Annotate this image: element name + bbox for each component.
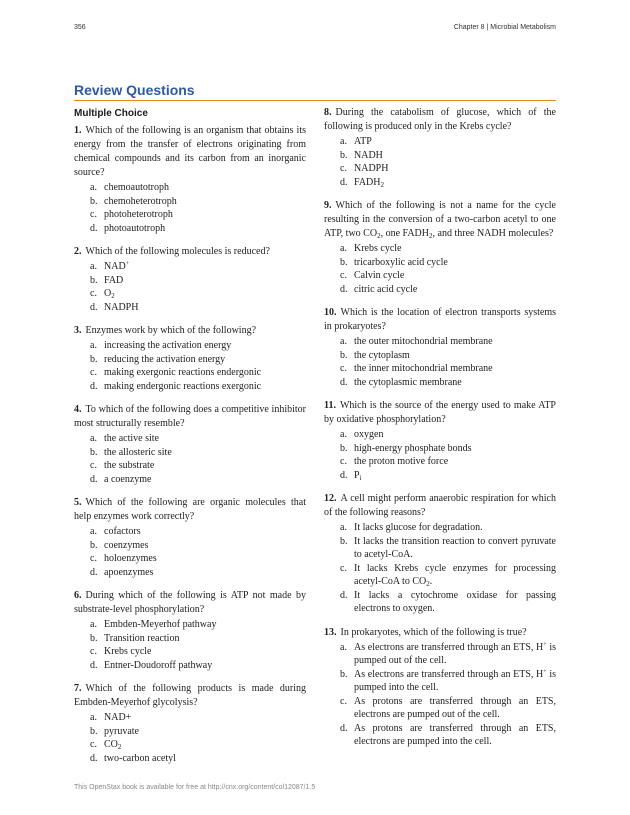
answer-options <box>74 711 306 765</box>
answer-option <box>324 535 556 562</box>
question-1 <box>74 124 306 235</box>
answer-option <box>324 589 556 616</box>
option-text: two-carbon acetyl <box>104 752 176 764</box>
question-text: A cell might perform anaerobic respiration for which of the following reasons? <box>324 493 556 518</box>
answer-option <box>74 738 306 752</box>
question-text: Which of the following is not a name for the cycle resulting in the conversion of a two-carbon acetyl to one ATP, two $CO_2$, one $FADH_2$, and three NADH molecules? <box>324 200 556 240</box>
option-text: NADH <box>354 149 383 161</box>
option-letter: a. <box>90 433 97 444</box>
option-letter: d. <box>90 380 98 392</box>
option-letter: d. <box>340 722 348 734</box>
question-10 <box>324 306 556 389</box>
question-12 <box>324 492 556 616</box>
option-text: Transition reaction <box>104 632 180 644</box>
option-letter: c. <box>90 209 97 220</box>
option-letter: a. <box>90 712 97 723</box>
answer-option <box>324 469 556 483</box>
option-letter: c. <box>340 363 347 374</box>
answer-option <box>324 362 556 376</box>
answer-option <box>74 725 306 739</box>
question-text: Which is the location of electron transports systems in prokaryotes? <box>324 307 556 332</box>
option-text: Krebs cycle <box>354 243 402 254</box>
answer-option <box>74 195 306 209</box>
option-text: $CO_2$ <box>104 739 122 751</box>
question-stem <box>74 324 306 338</box>
option-text: As electrons are transferred through an ETS, H+ is pumped into the cell. <box>354 668 556 693</box>
option-text: As protons are transferred through an ETS, electrons are pumped into the cell. <box>354 722 556 747</box>
option-text: It lacks the transition reaction to convert pyruvate to acetyl-CoA. <box>354 535 556 560</box>
option-letter: d. <box>90 473 98 485</box>
option-text: $P_i$ <box>354 469 362 482</box>
option-text: making exergonic reactions endergonic <box>104 367 262 378</box>
option-text: NAD+ <box>104 261 130 272</box>
option-letter: b. <box>90 539 98 551</box>
option-text: coenzymes <box>104 539 149 551</box>
answer-option <box>324 562 556 589</box>
option-text: As electrons are transferred through an ETS, H+ is pumped out of the cell. <box>354 641 556 666</box>
answer-option <box>74 659 306 673</box>
answer-options <box>324 335 556 389</box>
answer-option <box>74 366 306 380</box>
option-letter: d. <box>340 589 348 601</box>
question-11 <box>324 399 556 482</box>
answer-option <box>324 135 556 149</box>
question-text: Which of the following products is made during Embden-Meyerhof glycolysis? <box>74 683 306 708</box>
option-letter: b. <box>90 195 98 207</box>
option-letter: a. <box>90 526 97 537</box>
option-text: photoautotroph <box>104 222 166 234</box>
option-text: chemoautotroph <box>104 182 169 193</box>
option-text: the proton motive force <box>354 456 449 467</box>
answer-option <box>74 525 306 539</box>
answer-option <box>74 459 306 473</box>
answer-option <box>74 446 306 460</box>
answer-option <box>324 269 556 283</box>
page-number: 356 <box>74 24 86 31</box>
option-letter: d. <box>340 376 348 388</box>
option-text: It lacks Krebs cycle enzymes for processing acetyl-CoA to $CO_2$. <box>354 562 556 588</box>
option-letter: b. <box>340 256 348 268</box>
answer-options <box>74 260 306 314</box>
question-number: 4. <box>74 404 82 415</box>
answer-option <box>74 380 306 394</box>
answer-option <box>324 695 556 722</box>
answer-option <box>324 641 556 668</box>
subsection-title: Multiple Choice <box>74 108 148 119</box>
question-list-right <box>324 106 556 749</box>
option-letter: a. <box>90 182 97 193</box>
option-text: NADPH <box>104 301 139 313</box>
answer-option <box>324 335 556 349</box>
option-text: the inner mitochondrial membrane <box>354 363 493 374</box>
question-stem <box>324 306 556 334</box>
option-letter: a. <box>90 261 97 272</box>
answer-option <box>74 353 306 367</box>
question-text: Which of the following molecules is reduced? <box>85 246 270 257</box>
answer-option <box>324 149 556 163</box>
option-letter: a. <box>340 336 347 347</box>
option-letter: d. <box>90 659 98 671</box>
answer-option <box>324 722 556 749</box>
question-5 <box>74 496 306 579</box>
question-number: 3. <box>74 325 82 336</box>
answer-option <box>74 222 306 236</box>
option-letter: b. <box>90 353 98 365</box>
question-stem <box>74 403 306 431</box>
question-stem <box>324 399 556 427</box>
option-letter: c. <box>340 163 347 174</box>
answer-options <box>74 618 306 672</box>
question-stem <box>74 496 306 524</box>
question-stem <box>324 106 556 134</box>
answer-options <box>74 525 306 579</box>
option-text: oxygen <box>354 429 384 440</box>
option-letter: c. <box>340 562 347 574</box>
option-text: a coenzyme <box>104 473 152 485</box>
question-text: Which is the source of the energy used to make ATP by oxidative phosphorylation? <box>324 400 556 425</box>
option-letter: c. <box>90 553 97 564</box>
option-letter: b. <box>90 725 98 737</box>
option-letter: c. <box>90 367 97 378</box>
option-text: NADPH <box>354 163 389 174</box>
option-text: the substrate <box>104 460 155 471</box>
answer-option <box>74 552 306 566</box>
answer-options <box>324 521 556 616</box>
option-text: $FADH_2$ <box>354 176 384 189</box>
option-letter: c. <box>90 288 97 299</box>
question-number: 13. <box>324 626 337 638</box>
answer-option <box>74 181 306 195</box>
answer-option <box>324 455 556 469</box>
option-letter: c. <box>340 270 347 281</box>
option-text: Embden-Meyerhof pathway <box>104 619 217 630</box>
answer-option <box>324 668 556 695</box>
option-letter: b. <box>340 349 348 361</box>
right-column <box>324 106 556 759</box>
option-text: tricarboxylic acid cycle <box>354 256 448 268</box>
option-text: Krebs cycle <box>104 646 152 657</box>
question-number: 10. <box>324 307 337 318</box>
answer-option <box>74 711 306 725</box>
question-number: 11. <box>324 400 336 411</box>
option-text: $O_2$ <box>104 288 115 300</box>
question-4 <box>74 403 306 486</box>
answer-options <box>74 432 306 486</box>
option-text: making endergonic reactions exergonic <box>104 380 262 392</box>
option-letter: c. <box>340 456 347 467</box>
option-letter: a. <box>90 340 97 351</box>
option-text: It lacks glucose for degradation. <box>354 522 483 533</box>
answer-option <box>74 632 306 646</box>
option-text: the cytoplasm <box>354 349 410 361</box>
answer-options <box>324 242 556 296</box>
option-letter: a. <box>340 429 347 440</box>
option-letter: b. <box>340 149 348 161</box>
answer-option <box>324 176 556 190</box>
option-letter: d. <box>90 752 98 764</box>
question-stem <box>324 199 556 241</box>
option-text: the cytoplasmic membrane <box>354 376 462 388</box>
option-letter: d. <box>340 176 348 188</box>
question-list-left <box>74 124 306 765</box>
answer-option <box>74 339 306 353</box>
question-stem <box>74 124 306 180</box>
answer-option <box>74 566 306 580</box>
option-text: photoheterotroph <box>104 209 173 220</box>
option-text: increasing the activation energy <box>104 340 232 351</box>
question-text: Which of the following are organic molecules that help enzymes work correctly? <box>74 497 306 522</box>
question-number: 2. <box>74 246 82 257</box>
question-13 <box>324 626 556 749</box>
option-text: ATP <box>354 136 372 147</box>
answer-option <box>324 162 556 176</box>
option-letter: d. <box>90 566 98 578</box>
option-letter: d. <box>340 283 348 295</box>
left-column <box>74 106 306 775</box>
answer-option <box>74 752 306 766</box>
answer-option <box>74 260 306 274</box>
option-letter: b. <box>90 446 98 458</box>
answer-option <box>324 256 556 270</box>
option-text: NAD+ <box>104 712 132 723</box>
option-letter: d. <box>90 222 98 234</box>
answer-option <box>74 287 306 301</box>
answer-option <box>324 376 556 390</box>
option-letter: d. <box>90 301 98 313</box>
answer-option <box>324 521 556 535</box>
answer-option <box>74 473 306 487</box>
question-stem <box>74 682 306 710</box>
answer-options <box>74 181 306 235</box>
answer-options <box>74 339 306 393</box>
option-text: It lacks a cytochrome oxidase for passing electrons to oxygen. <box>354 589 556 614</box>
answer-option <box>74 539 306 553</box>
option-text: Entner-Doudoroff pathway <box>104 659 213 671</box>
answer-option <box>324 428 556 442</box>
option-letter: b. <box>90 274 98 286</box>
option-letter: d. <box>340 469 348 481</box>
question-text: In prokaryotes, which of the following is true? <box>340 626 527 638</box>
answer-option <box>74 618 306 632</box>
option-letter: c. <box>90 646 97 657</box>
question-stem <box>324 626 556 640</box>
answer-options <box>324 135 556 189</box>
question-number: 7. <box>74 683 82 694</box>
option-letter: a. <box>340 641 347 653</box>
question-number: 5. <box>74 497 82 508</box>
question-text: During which of the following is ATP not made by substrate-level phosphorylation? <box>74 590 306 615</box>
option-text: apoenzymes <box>104 566 154 578</box>
option-letter: c. <box>340 695 347 707</box>
question-number: 12. <box>324 493 337 504</box>
option-text: the allosteric site <box>104 446 172 458</box>
option-letter: b. <box>340 668 348 680</box>
option-text: citric acid cycle <box>354 283 418 295</box>
page-footer: This OpenStax book is available for free at http://cnx.org/content/col12087/1.5 <box>74 784 316 791</box>
option-text: FAD <box>104 274 124 286</box>
option-text: pyruvate <box>104 725 139 737</box>
question-number: 9. <box>324 200 332 211</box>
answer-option <box>74 645 306 659</box>
question-stem <box>74 245 306 259</box>
question-2 <box>74 245 306 314</box>
option-text: the active site <box>104 433 159 444</box>
option-text: reducing the activation energy <box>104 353 226 365</box>
option-text: high-energy phosphate bonds <box>354 442 472 454</box>
answer-option <box>324 349 556 363</box>
question-stem <box>74 589 306 617</box>
option-letter: a. <box>340 243 347 254</box>
answer-option <box>74 274 306 288</box>
option-letter: a. <box>340 136 347 147</box>
answer-option <box>324 283 556 297</box>
option-letter: b. <box>340 442 348 454</box>
answer-option <box>74 208 306 222</box>
question-text: To which of the following does a competitive inhibitor most structurally resemble? <box>74 404 306 429</box>
question-3 <box>74 324 306 393</box>
question-text: Which of the following is an organism that obtains its energy from the transfer of electrons originating from chemical compounds and its carbon from an inorganic source? <box>74 125 306 178</box>
option-text: holoenzymes <box>104 553 157 564</box>
option-text: cofactors <box>104 526 141 537</box>
option-text: As protons are transferred through an ETS, electrons are pumped out of the cell. <box>354 695 556 720</box>
answer-option <box>74 301 306 315</box>
question-number: 8. <box>324 107 332 118</box>
section-title: Review Questions <box>74 82 556 101</box>
answer-option <box>324 442 556 456</box>
option-letter: b. <box>340 535 348 547</box>
answer-option <box>324 242 556 256</box>
option-text: the outer mitochondrial membrane <box>354 336 493 347</box>
question-8 <box>324 106 556 189</box>
option-text: Calvin cycle <box>354 270 405 281</box>
option-text: chemoheterotroph <box>104 195 177 207</box>
question-text: During the catabolism of glucose, which of the following is produced only in the Krebs cycle? <box>324 107 556 132</box>
option-letter: a. <box>340 522 347 533</box>
question-number: 1. <box>74 125 82 136</box>
question-stem <box>324 492 556 520</box>
option-letter: c. <box>90 460 97 471</box>
option-letter: a. <box>90 619 97 630</box>
question-6 <box>74 589 306 672</box>
answer-option <box>74 432 306 446</box>
option-letter: c. <box>90 739 97 750</box>
question-number: 6. <box>74 590 82 601</box>
question-7 <box>74 682 306 765</box>
question-text: Enzymes work by which of the following? <box>85 325 257 336</box>
answer-options <box>324 428 556 482</box>
running-head: Chapter 8 | Microbial Metabolism <box>453 24 556 31</box>
question-9 <box>324 199 556 296</box>
answer-options <box>324 641 556 749</box>
option-letter: b. <box>90 632 98 644</box>
